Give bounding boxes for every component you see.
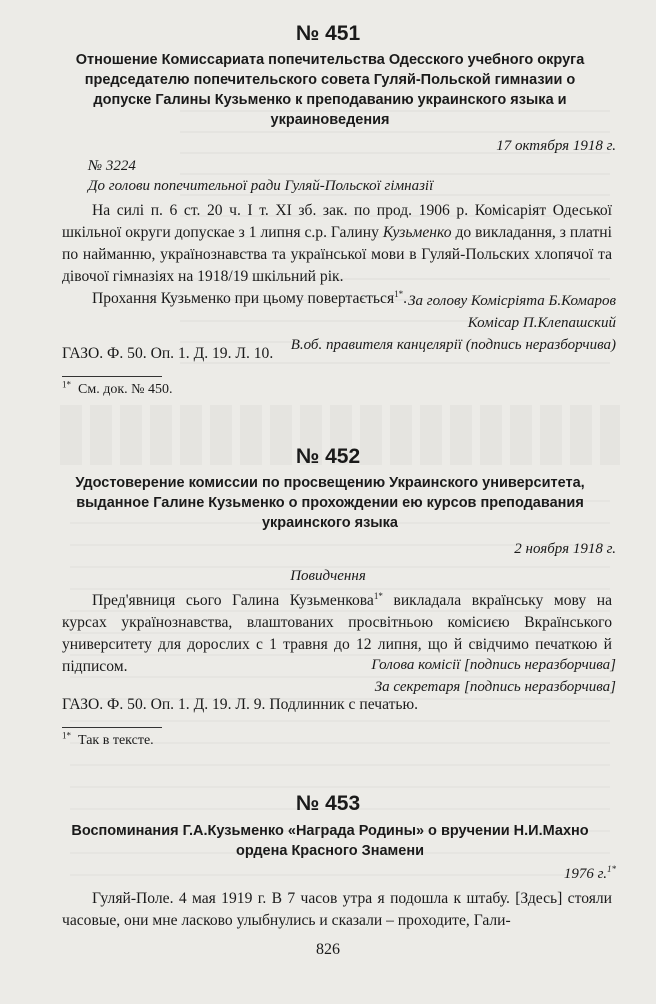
doc452-heading: Повидчення [290, 568, 366, 584]
doc452-signature-2: За секретаря [подпись неразборчива] [374, 679, 616, 695]
doc451-number: № 451 [295, 22, 361, 45]
doc452-title: Удостоверение комиссии по просвещению Украинского университета, выданное Галине Кузьменко о прохождении ею курсов преподавания украинского языка [75, 475, 585, 531]
doc453-paragraph: Гуляй-Поле. 4 мая 1919 г. В 7 часов утра я подошла к штабу. [Здесь] стояли часовые, они мне ласково улыбнулись и сказали – проходите, Гали- [62, 890, 612, 929]
doc451-signature-3: В.об. правителя канцелярії (подпись неразборчива) [290, 337, 616, 353]
doc451-source: ГАЗО. Ф. 50. Оп. 1. Д. 19. Л. 10. [62, 345, 274, 362]
doc451-signature-1: За голову Комісріята Б.Комаров [408, 293, 616, 309]
doc452-paragraph: Пред'явниця сього Галина Кузьменкова$^{1*}$ викладала вкраїнську мову на курсах українознавства, влаштованих просвітньою комісиєю Вкраїнського университету для дорослих с 1 травня до 12 липня, що й свідчимо печаткою й підписом. [62, 590, 612, 675]
doc451-paragraph-2: Прохання Кузьменко при цьому повертається$^{1*}$. [92, 288, 408, 307]
page-number: 826 [316, 941, 340, 958]
doc451-signatures [291, 290, 616, 356]
doc451-footnote-rule [62, 376, 162, 377]
doc452-footnote: $^{1*}$ Так в тексте. [62, 730, 154, 748]
doc452-date: 2 ноября 1918 г. [514, 541, 616, 557]
doc451-footnote: $^{1*}$ См. док. № 450. [62, 379, 173, 397]
doc453-body [62, 888, 612, 932]
doc451-title: Отношение Комиссариата попечительства Одесского учебного округа председателю попечительского совета Гуляй-Польской гимназии о допуске Галины Кузьменко к преподаванию украинского языка и украиноведения [75, 52, 585, 128]
doc451-ref-number: № 3224 [88, 158, 136, 174]
doc451-paragraph-1: На силі п. 6 ст. 20 ч. I т. XI зб. зак. по прод. 1906 р. Комісаріят Одеської шкільної округи допускае з 1 липня с.р. Галину Кузьменко до викладання, з платні по найманню, українознавства та української мови в Гуляй-Польских хлопячої та дівочої гімназіях на 1918/19 шкільний рік. [62, 202, 612, 285]
doc453-title: Воспоминания Г.А.Кузьменко «Награда Родины» о вручении Н.И.Махно ордена Красного Знамени [71, 823, 589, 859]
doc452-source: ГАЗО. Ф. 50. Оп. 1. Д. 19. Л. 9. Подлинник с печатью. [62, 696, 419, 713]
doc453-date: 1976 г.$^{1*}$ [563, 864, 616, 882]
doc452-signature-1: Голова комісії [подпись неразборчива] [371, 657, 616, 673]
doc451-signature-2: Комісар П.Клепашский [467, 315, 616, 331]
doc452-footnote-rule [62, 727, 162, 728]
doc451-date: 17 октября 1918 г. [496, 138, 616, 154]
doc453-number: № 453 [295, 792, 361, 815]
doc452-number: № 452 [295, 445, 361, 468]
doc451-name: Кузьменко [382, 224, 452, 241]
doc452-signatures [371, 654, 616, 698]
doc451-addressee: До голови попечительної ради Гуляй-Польскої гімназії [88, 178, 434, 194]
